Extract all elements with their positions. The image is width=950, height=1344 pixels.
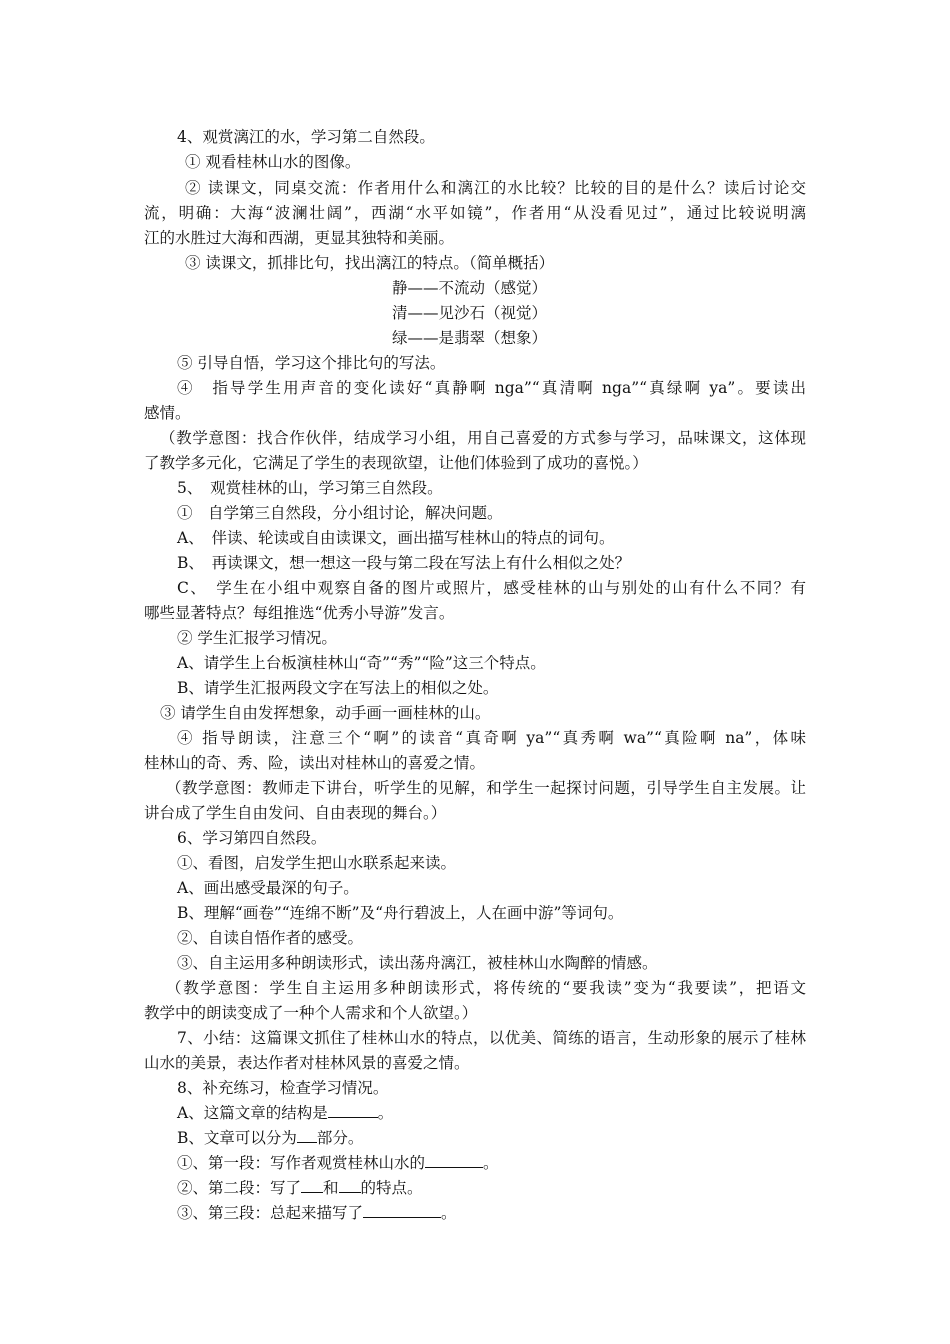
summary-line1: 7、小结：这篇课文抓住了桂林山水的特点，以优美、简练的语言，生动形象的展示了桂林 xyxy=(177,1029,806,1047)
section-8-heading: 8、补充练习，检查学习情况。 xyxy=(177,1079,389,1097)
item-c-observe-line1: C、 学生在小组中观察自备的图片或照片，感受桂林的山与别处的山有什么不同？有 xyxy=(177,579,806,597)
teaching-intent-3-line2: 教学中的朗读变成了一种个人需求和个人欲望。） xyxy=(144,1004,478,1022)
step-find-features: ③ 读课文，抓排比句，找出漓江的特点。（简单概括） xyxy=(185,254,555,272)
fill-blank[interactable] xyxy=(339,1178,361,1193)
step-read-aloud-line1: ④ 指导学生用声音的变化读好“真静啊 nga”“真清啊 nga”“真绿啊 ya”。要读出 xyxy=(177,379,806,397)
exercise-c2 xyxy=(177,1178,423,1198)
exercise-b-text: B、文章可以分为 xyxy=(177,1129,297,1147)
step-read-compare-line3: 江的水胜过大海和西湖，更显其独特和美丽。 xyxy=(144,229,455,247)
step-self-study: ① 自学第三自然段，分小组讨论，解决问题。 xyxy=(177,504,503,522)
feature-still: 静——不流动（感觉） xyxy=(392,279,548,297)
exercise-a xyxy=(177,1103,393,1123)
step-guide-reading-line1: ④ 指导朗读，注意三个“啊”的读音“真奇啊 ya”“真秀啊 wa”“真险啊 na”，体味 xyxy=(177,729,806,747)
item-b-understand-phrases: B、理解“画卷”“连绵不断”及“舟行碧波上，人在画中游”等词句。 xyxy=(177,904,624,922)
exercise-c1-end: 。 xyxy=(483,1154,499,1172)
teaching-intent-2-line2: 讲台成了学生自由发问、自由表现的舞台。） xyxy=(144,804,447,822)
feature-green: 绿——是翡翠（想象） xyxy=(392,329,548,347)
fill-blank[interactable] xyxy=(301,1178,323,1193)
fill-blank[interactable] xyxy=(363,1203,441,1218)
section-6-heading: 6、学习第四自然段。 xyxy=(177,829,327,847)
step-read-aloud-line2: 感情。 xyxy=(144,404,191,422)
item-a-read: A、 伴读、轮读或自由读课文，画出描写桂林山的特点的词句。 xyxy=(177,529,615,547)
item-a-mark-sentences: A、画出感受最深的句子。 xyxy=(177,879,359,897)
summary-line2: 山水的美景，表达作者对桂林风景的喜爱之情。 xyxy=(144,1054,470,1072)
exercise-b-end: 部分。 xyxy=(316,1129,364,1147)
exercise-a-text: A、这篇文章的结构是 xyxy=(177,1104,328,1122)
item-a-board: A、请学生上台板演桂林山“奇”“秀”“险”这三个特点。 xyxy=(177,654,546,672)
exercise-c1 xyxy=(177,1153,499,1173)
exercise-c3-text: ③、第三段：总起来描写了 xyxy=(177,1204,364,1222)
teaching-intent-2-line1: （教学意图：教师走下讲台，听学生的见解，和学生一起探讨问题，引导学生自主发展。让 xyxy=(166,779,806,797)
item-c-observe-line2: 哪些显著特点？每组推选“优秀小导游”发言。 xyxy=(144,604,455,622)
section-5-heading: 5、 观赏桂林的山，学习第三自然段。 xyxy=(177,479,443,497)
item-b-report: B、请学生汇报两段文字在写法上的相似之处。 xyxy=(177,679,499,697)
step-draw-mountains: ③ 请学生自由发挥想象，动手画一画桂林的山。 xyxy=(160,704,491,722)
section-4-heading: 4、观赏漓江的水，学习第二自然段。 xyxy=(177,128,435,146)
fill-blank[interactable] xyxy=(425,1153,483,1168)
feature-clear: 清——见沙石（视觉） xyxy=(392,304,548,322)
step-view-images: ① 观看桂林山水的图像。 xyxy=(185,153,361,171)
step-read-compare-line1: ② 读课文，同桌交流：作者用什么和漓江的水比较？比较的目的是什么？读后讨论交 xyxy=(185,179,806,197)
exercise-c2-end: 的特点。 xyxy=(360,1179,423,1197)
teaching-intent-3-line1: （教学意图：学生自主运用多种朗读形式，将传统的“要我读”变为“我要读”，把语文 xyxy=(166,979,806,997)
exercise-b xyxy=(177,1128,363,1148)
step-self-read: ②、自读自悟作者的感受。 xyxy=(177,929,364,947)
teaching-intent-1-line2: 了教学多元化，它满足了学生的表现欲望，让他们体验到了成功的喜悦。） xyxy=(144,454,648,472)
item-b-reread: B、 再读课文，想一想这一段与第二段在写法上有什么相似之处？ xyxy=(177,554,631,572)
step-guide-reading-line2: 桂林山的奇、秀、险，读出对桂林山的喜爱之情。 xyxy=(144,754,486,772)
exercise-c2-mid: 和 xyxy=(323,1179,339,1197)
exercise-c3-end: 。 xyxy=(441,1204,457,1222)
step-read-forms: ③、自主运用多种朗读形式，读出荡舟漓江，被桂林山水陶醉的情感。 xyxy=(177,954,658,972)
exercise-a-end: 。 xyxy=(377,1104,394,1122)
exercise-c2-text: ②、第二段：写了 xyxy=(177,1179,302,1197)
step-report: ② 学生汇报学习情况。 xyxy=(177,629,337,647)
exercise-c1-text: ①、第一段：写作者观赏桂林山水的 xyxy=(177,1154,426,1172)
fill-blank[interactable] xyxy=(328,1103,378,1118)
step-guide-parallelism: ⑤ 引导自悟，学习这个排比句的写法。 xyxy=(177,354,446,372)
exercise-c3 xyxy=(177,1203,457,1223)
step-read-compare-line2: 流，明确：大海“波澜壮阔”，西湖“水平如镜”，作者用“从没看见过”，通过比较说明漓 xyxy=(144,204,806,222)
fill-blank[interactable] xyxy=(297,1128,317,1143)
step-look-at-picture: ①、看图，启发学生把山水联系起来读。 xyxy=(177,854,457,872)
teaching-intent-1-line1: （教学意图：找合作伙伴，结成学习小组，用自己喜爱的方式参与学习，品味课文，这体现 xyxy=(160,429,806,447)
